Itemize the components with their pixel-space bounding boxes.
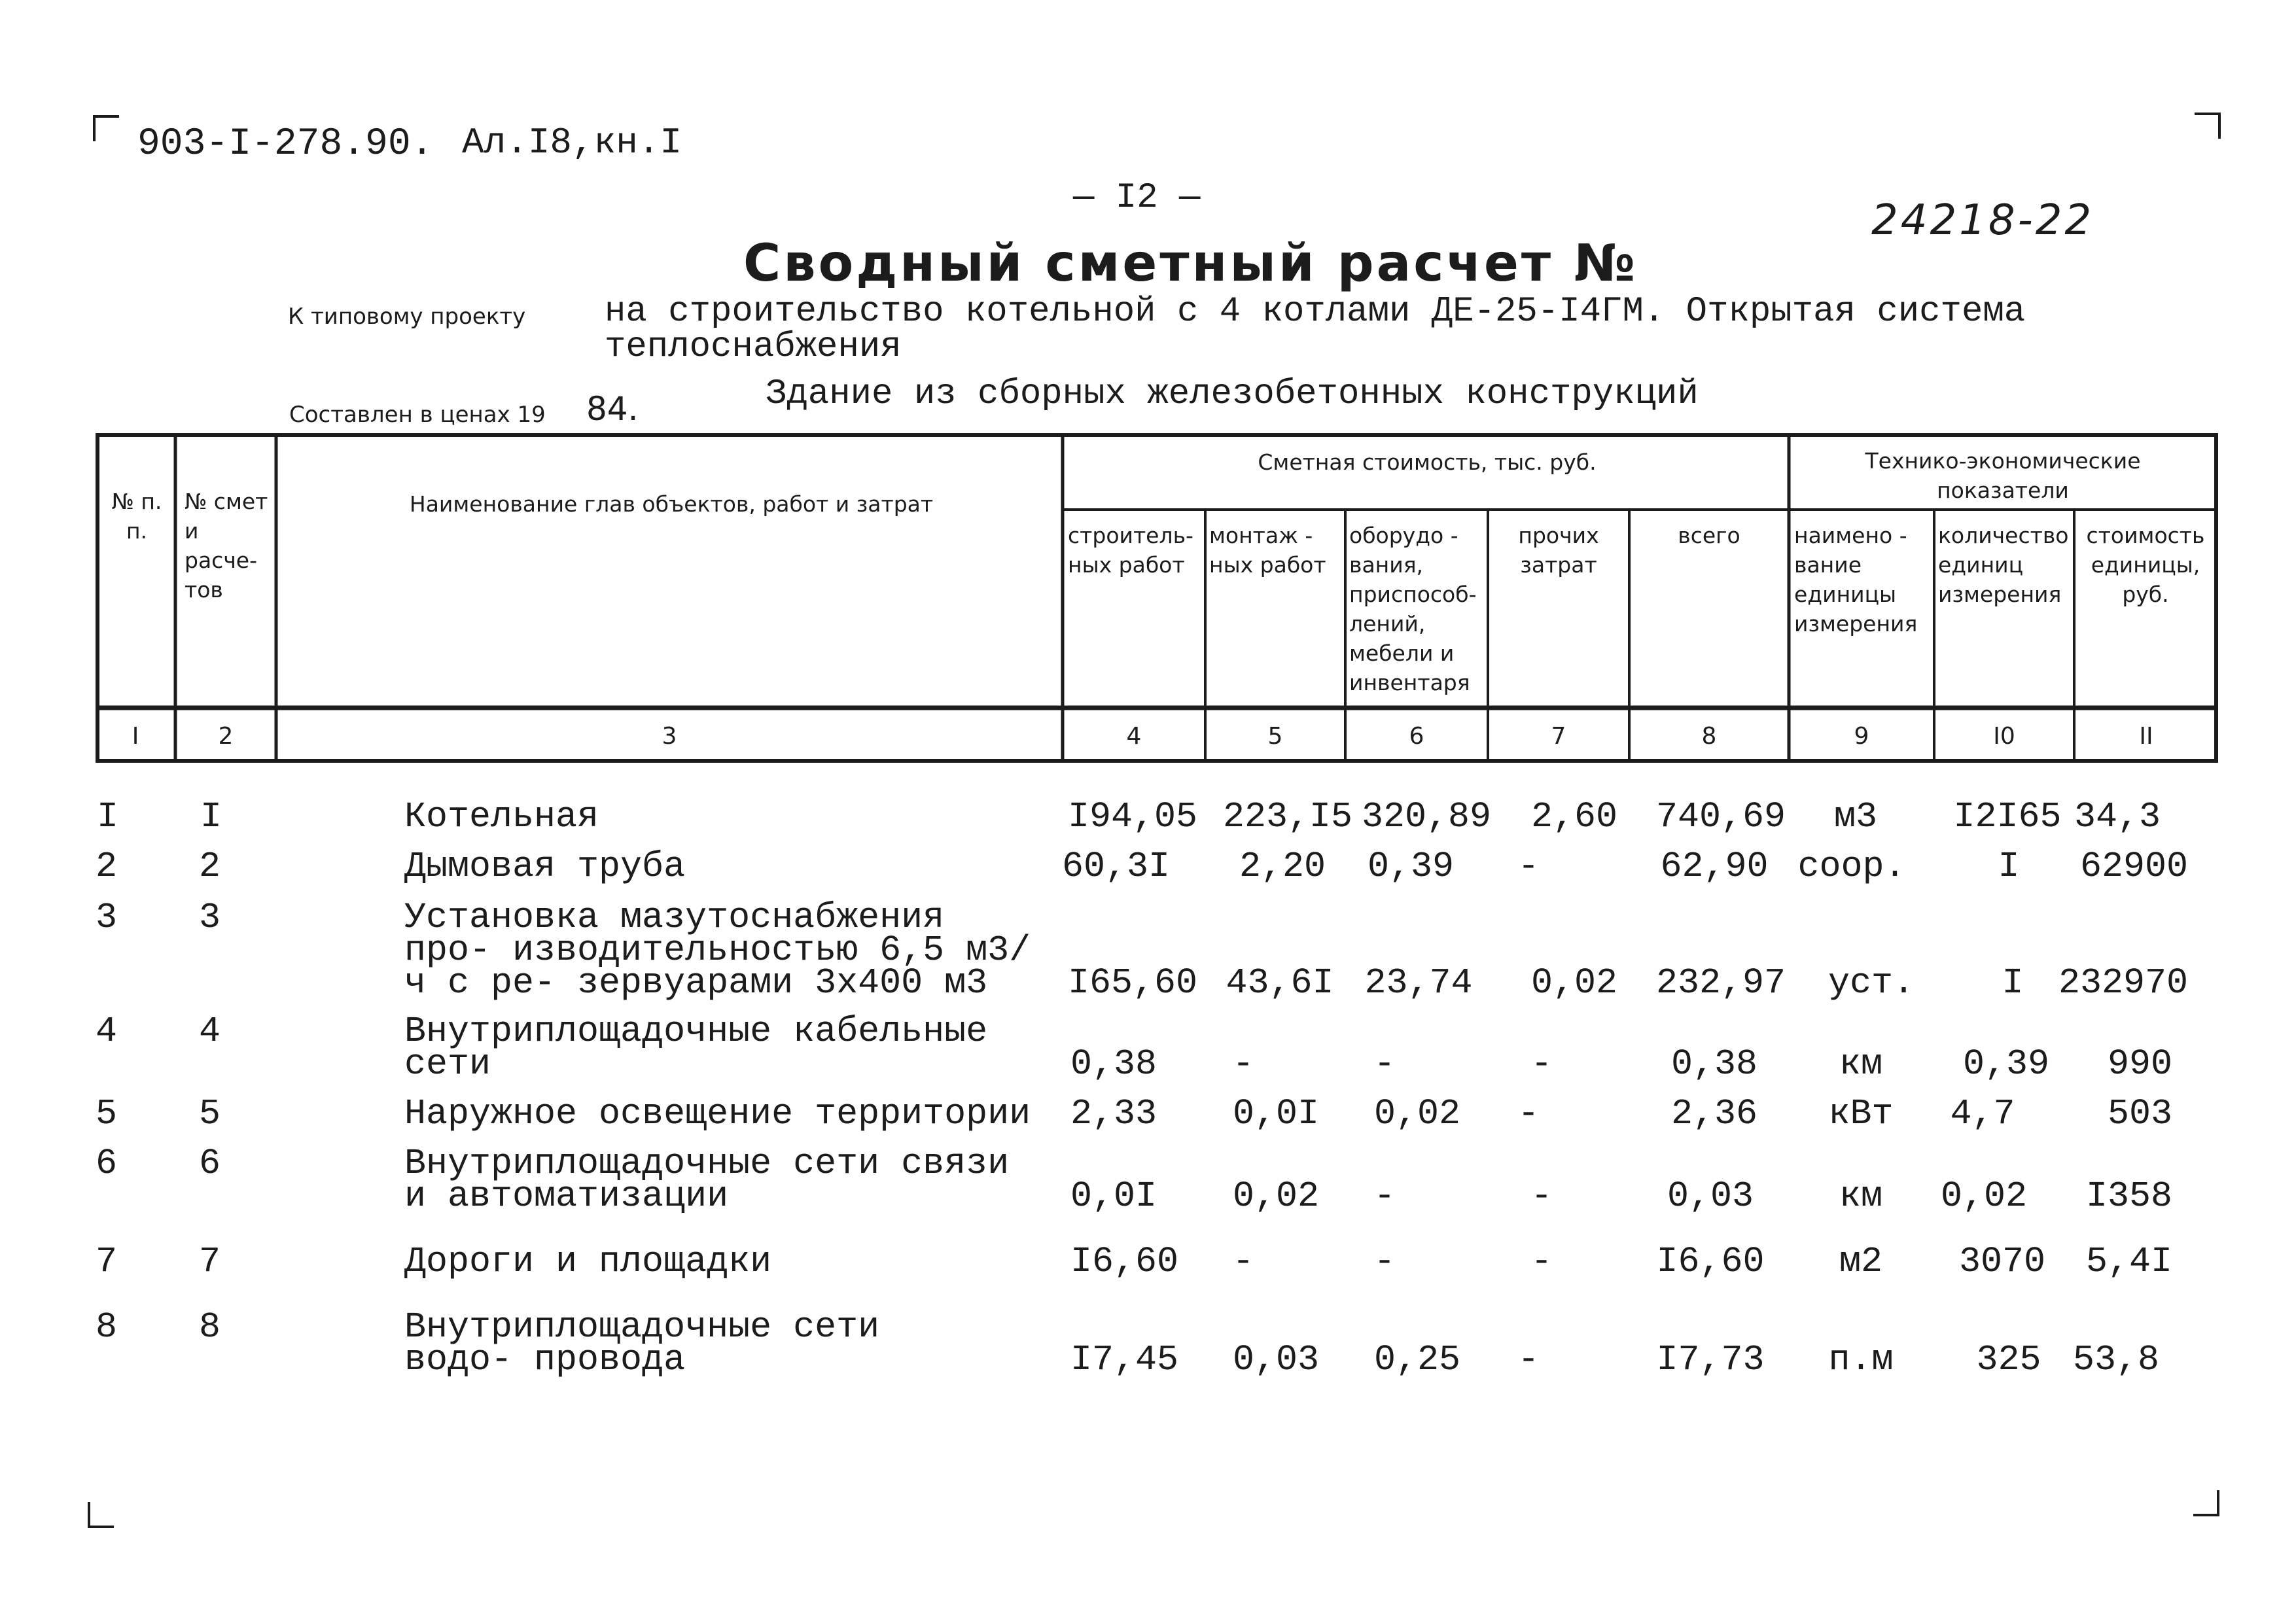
estimate-number: 5 bbox=[199, 1093, 221, 1134]
corner-mark-bottom-left bbox=[88, 1502, 114, 1528]
handwritten-number: 24218-22 bbox=[1871, 196, 2094, 245]
unit-cost: 990 bbox=[2107, 1043, 2172, 1085]
estimate-number: 6 bbox=[199, 1143, 221, 1184]
prices-year: 84. bbox=[586, 390, 639, 428]
estimate-number: 3 bbox=[199, 897, 221, 938]
unit-cost: 34,3 bbox=[2074, 796, 2161, 837]
cost-construction: 2,33 bbox=[1070, 1093, 1157, 1134]
album-reference: Ал.I8,кн.I bbox=[462, 122, 682, 164]
cost-equipment: - bbox=[1373, 1176, 1396, 1217]
cost-total: I6,60 bbox=[1656, 1241, 1765, 1282]
cost-installation: 0,0I bbox=[1232, 1093, 1320, 1134]
header-construction-works: строитель- ных работ bbox=[1068, 523, 1193, 578]
row-number: 8 bbox=[96, 1306, 118, 1348]
unit-quantity: 0,39 bbox=[1962, 1043, 2050, 1085]
corner-mark-top-left bbox=[93, 115, 119, 141]
row-number: 5 bbox=[96, 1093, 118, 1134]
table-row bbox=[0, 1241, 2296, 1285]
unit-name: кВт bbox=[1828, 1093, 1894, 1134]
table-row bbox=[0, 1093, 2296, 1137]
unit-quantity: 3070 bbox=[1958, 1241, 2046, 1282]
page-number: — I2 — bbox=[1073, 178, 1201, 218]
unit-name: соор. bbox=[1797, 846, 1906, 887]
header-name: Наименование глав объектов, работ и затрат bbox=[409, 491, 934, 517]
cost-other: 0,02 bbox=[1530, 962, 1618, 1003]
cost-other: - bbox=[1517, 1093, 1540, 1134]
header-tech-group: Технико-экономические показатели bbox=[1865, 448, 2141, 503]
item-name: Внутриплощадочные кабельные сети bbox=[404, 1011, 988, 1085]
unit-cost: I358 bbox=[2085, 1176, 2172, 1217]
cost-other: - bbox=[1530, 1241, 1553, 1282]
item-name: Внутриплощадочные сети связи и автоматизации bbox=[404, 1143, 1010, 1217]
cost-equipment: - bbox=[1373, 1241, 1396, 1282]
unit-cost: 5,4I bbox=[2085, 1241, 2172, 1282]
unit-name: км bbox=[1839, 1043, 1882, 1085]
cost-construction: 0,0I bbox=[1070, 1176, 1157, 1217]
table-header bbox=[96, 433, 2218, 763]
building-subtitle: Здание из сборных железобетонных конструкций bbox=[766, 374, 1699, 414]
corner-mark-top-right bbox=[2195, 113, 2221, 139]
cost-equipment: - bbox=[1373, 1043, 1396, 1085]
unit-quantity: I bbox=[1998, 846, 2020, 887]
row-number: 2 bbox=[96, 846, 118, 887]
column-number-10: I0 bbox=[1993, 723, 2015, 750]
row-number: 4 bbox=[96, 1011, 118, 1052]
column-number-1: I bbox=[132, 723, 139, 750]
row-number: 6 bbox=[96, 1143, 118, 1184]
header-unit-cost: стоимость единицы, руб. bbox=[2086, 523, 2205, 607]
cost-construction: I94,05 bbox=[1067, 796, 1197, 837]
header-row-number: № п. п. bbox=[111, 489, 162, 544]
cost-total: 2,36 bbox=[1670, 1093, 1758, 1134]
column-number-5: 5 bbox=[1267, 723, 1283, 750]
page-title: Сводный сметный расчет № bbox=[743, 234, 1638, 293]
table-row bbox=[0, 1143, 2296, 1226]
row-number: I bbox=[97, 796, 119, 837]
prices-label: Составлен в ценах 19 bbox=[289, 402, 546, 428]
cost-total: 0,38 bbox=[1670, 1043, 1758, 1085]
cost-equipment: 0,02 bbox=[1373, 1093, 1461, 1134]
cost-other: - bbox=[1517, 1339, 1540, 1380]
unit-name: п.м bbox=[1828, 1339, 1894, 1380]
column-number-3: 3 bbox=[662, 723, 677, 750]
cost-other: - bbox=[1517, 846, 1540, 887]
cost-other: - bbox=[1530, 1176, 1553, 1217]
column-number-7: 7 bbox=[1551, 723, 1566, 750]
header-equipment: оборудо - вания, приспособ- лений, мебели и инвентаря bbox=[1349, 523, 1477, 695]
unit-quantity: I2I65 bbox=[1953, 796, 2062, 837]
estimate-number: 7 bbox=[199, 1241, 221, 1282]
estimate-number: 2 bbox=[199, 846, 221, 887]
item-name: Дымовая труба bbox=[404, 846, 686, 887]
column-number-6: 6 bbox=[1409, 723, 1424, 750]
item-name: Дороги и площадки bbox=[404, 1241, 772, 1282]
cost-construction: I6,60 bbox=[1070, 1241, 1179, 1282]
unit-cost: 53,8 bbox=[2072, 1339, 2159, 1380]
row-number: 3 bbox=[96, 897, 118, 938]
cost-construction: I65,60 bbox=[1067, 962, 1197, 1003]
table-row bbox=[0, 1306, 2296, 1389]
row-number: 7 bbox=[96, 1241, 118, 1282]
cost-installation: - bbox=[1232, 1043, 1254, 1085]
unit-name: км bbox=[1839, 1176, 1882, 1217]
unit-quantity: 4,7 bbox=[1950, 1093, 2015, 1134]
cost-construction: I7,45 bbox=[1070, 1339, 1179, 1380]
cost-equipment: 0,25 bbox=[1373, 1339, 1461, 1380]
unit-cost: 232970 bbox=[2058, 962, 2188, 1003]
item-name: Котельная bbox=[404, 796, 599, 837]
header-total: всего bbox=[1678, 523, 1740, 548]
table-row bbox=[0, 897, 2296, 1019]
cost-equipment: 23,74 bbox=[1364, 962, 1473, 1003]
cost-other: - bbox=[1530, 1043, 1553, 1085]
unit-name: м2 bbox=[1839, 1241, 1882, 1282]
table-row bbox=[0, 846, 2296, 890]
cost-total: 740,69 bbox=[1655, 796, 1786, 837]
item-name: Внутриплощадочные сети водо- провода bbox=[404, 1306, 880, 1380]
column-number-4: 4 bbox=[1126, 723, 1142, 750]
table-row bbox=[0, 796, 2296, 840]
header-installation-works: монтаж - ных работ bbox=[1209, 523, 1326, 578]
document-code: 903-I-278.90. bbox=[137, 123, 434, 166]
header-other-costs: прочих затрат bbox=[1518, 523, 1599, 578]
unit-quantity: 325 bbox=[1976, 1339, 2041, 1380]
cost-installation: - bbox=[1232, 1241, 1254, 1282]
project-label: К типовому проекту bbox=[288, 304, 526, 330]
unit-cost: 62900 bbox=[2079, 846, 2188, 887]
header-cost-group: Сметная стоимость, тыс. руб. bbox=[1258, 449, 1597, 475]
unit-name: уст. bbox=[1828, 962, 1915, 1003]
cost-installation: 2,20 bbox=[1239, 846, 1326, 887]
cost-equipment: 0,39 bbox=[1367, 846, 1455, 887]
cost-total: 0,03 bbox=[1667, 1176, 1754, 1217]
column-number-11: II bbox=[2139, 723, 2153, 750]
project-text-line2: теплоснабжения bbox=[605, 327, 902, 367]
header-unit-name: наимено - вание единицы измерения bbox=[1794, 523, 1918, 637]
cost-equipment: 320,89 bbox=[1361, 796, 1492, 837]
project-text-line1: на строительство котельной с 4 котлами ДЕ-25-I4ГМ. Открытая система bbox=[605, 292, 2026, 332]
estimate-number: 4 bbox=[199, 1011, 221, 1052]
unit-cost: 503 bbox=[2107, 1093, 2172, 1134]
estimate-number: I bbox=[200, 796, 222, 837]
header-unit-quantity: количество единиц измерения bbox=[1938, 523, 2069, 607]
cost-total: 232,97 bbox=[1655, 962, 1786, 1003]
table-row bbox=[0, 1011, 2296, 1094]
cost-construction: 0,38 bbox=[1070, 1043, 1157, 1085]
cost-installation: 223,I5 bbox=[1222, 796, 1353, 837]
cost-construction: 60,3I bbox=[1061, 846, 1170, 887]
cost-installation: 43,6I bbox=[1226, 962, 1334, 1003]
cost-total: 62,90 bbox=[1660, 846, 1769, 887]
cost-total: I7,73 bbox=[1656, 1339, 1765, 1380]
cost-installation: 0,03 bbox=[1232, 1339, 1320, 1380]
unit-quantity: I bbox=[2002, 962, 2024, 1003]
estimate-number: 8 bbox=[199, 1306, 221, 1348]
cost-other: 2,60 bbox=[1530, 796, 1618, 837]
unit-name: м3 bbox=[1833, 796, 1877, 837]
column-number-2: 2 bbox=[218, 723, 234, 750]
column-number-8: 8 bbox=[1701, 723, 1717, 750]
item-name: Наружное освещение территории bbox=[404, 1093, 1031, 1134]
corner-mark-bottom-right bbox=[2193, 1490, 2219, 1516]
unit-quantity: 0,02 bbox=[1940, 1176, 2028, 1217]
cost-installation: 0,02 bbox=[1232, 1176, 1320, 1217]
item-name: Установка мазутоснабжения про- изводительностью 6,5 м3/ч с ре- зервуарами 3х400 м3 bbox=[404, 897, 1031, 1003]
header-estimate-number: № смет и расче- тов bbox=[185, 489, 268, 602]
column-number-9: 9 bbox=[1854, 723, 1869, 750]
